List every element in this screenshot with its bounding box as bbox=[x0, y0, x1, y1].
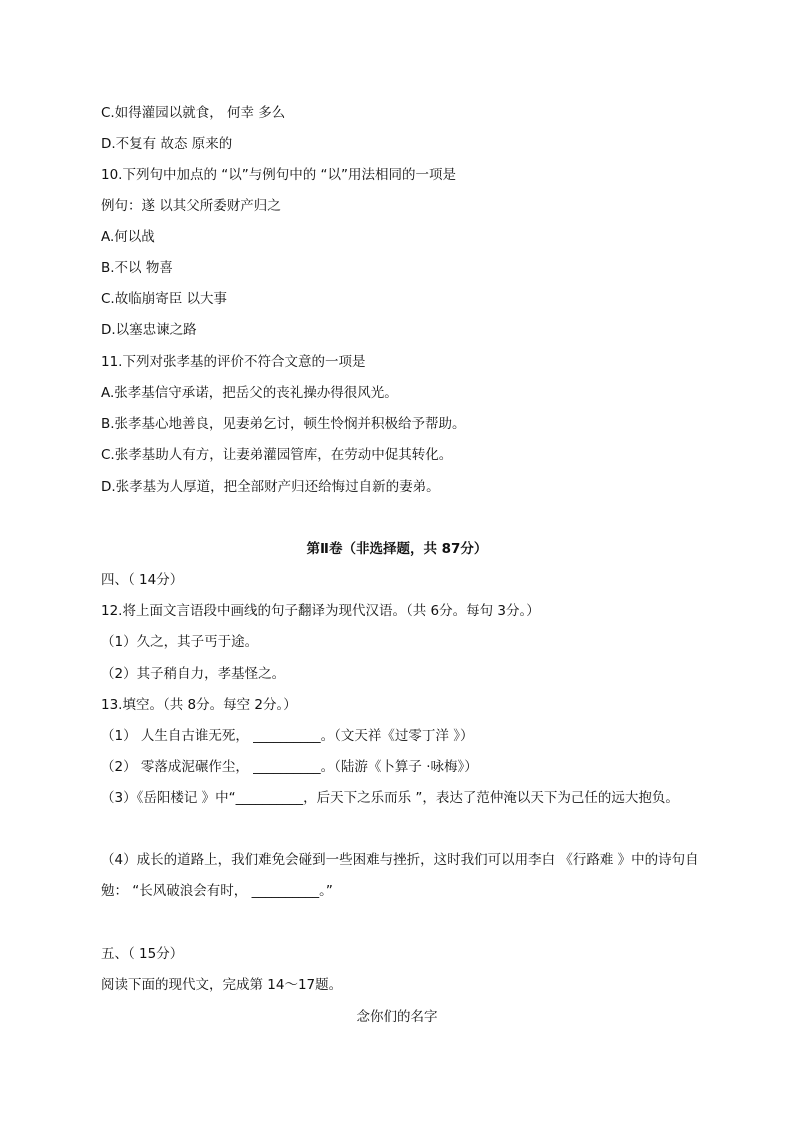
q12-sentence-2: （2）其子稍自力，孝基怪之。 bbox=[101, 666, 286, 682]
q10-option-c: C.故临崩寄臣 以大事 bbox=[101, 291, 228, 307]
q13-item-3: （3）《岳阳楼记 》中“__________，后天下之乐而乐 ”，表达了范仲淹以天下为己任的远大抱负。 bbox=[101, 790, 679, 806]
q13-item-2: （2） 零落成泥碾作尘， __________。（陆游《卜算子 ·咏梅》） bbox=[101, 759, 478, 775]
q13-item-1: （1） 人生自古谁无死， __________。（文天祥《过零丁洋 》） bbox=[101, 728, 474, 744]
q12-stem: 12.将上面文言语段中画线的句子翻译为现代汉语。（共 6分。每句 3分。） bbox=[101, 603, 540, 619]
q11-option-c: C.张孝基助人有方，让妻弟灌园管库，在劳动中促其转化。 bbox=[101, 447, 453, 463]
section5-intro: 阅读下面的现代文，完成第 14～17题。 bbox=[101, 977, 343, 993]
part2-title: 第Ⅱ卷（非选择题，共 87分） bbox=[306, 541, 488, 557]
q10-example: 例句：遂 以其父所委财产归之 bbox=[101, 198, 281, 214]
q12-sentence-1: （1）久之，其子丐于途。 bbox=[101, 634, 259, 650]
q11-option-b: B.张孝基心地善良，见妻弟乞讨，顿生怜悯并积极给予帮助。 bbox=[101, 416, 466, 432]
q11-option-d: D.张孝基为人厚道，把全部财产归还给悔过自新的妻弟。 bbox=[101, 479, 440, 495]
q11-stem: 11.下列对张孝基的评价不符合文意的一项是 bbox=[101, 354, 366, 370]
q10-option-a: A.何以战 bbox=[101, 229, 155, 245]
q10-stem: 10.下列句中加点的 “以”与例句中的 “以”用法相同的一项是 bbox=[101, 167, 457, 183]
section5-heading: 五、（ 15分） bbox=[101, 946, 184, 962]
article-title: 念你们的名字 bbox=[356, 1009, 438, 1025]
q10-option-d: D.以塞忠谏之路 bbox=[101, 322, 197, 338]
q10-option-b: B.不以 物喜 bbox=[101, 260, 173, 276]
q9-option-c: C.如得灌园以就食， 何幸 多么 bbox=[101, 105, 286, 121]
q13-stem: 13.填空。（共 8分。每空 2分。） bbox=[101, 697, 297, 713]
section4-heading: 四、（ 14分） bbox=[101, 572, 184, 588]
q9-option-d: D.不复有 故态 原来的 bbox=[101, 136, 233, 152]
q11-option-a: A.张孝基信守承诺，把岳父的丧礼操办得很风光。 bbox=[101, 385, 398, 401]
q13-item-4: （4）成长的道路上，我们难免会碰到一些困难与挫折，这时我们可以用李白 《行路难 》中的诗句自勉： “长风破浪会有时， __________。” bbox=[101, 852, 699, 899]
